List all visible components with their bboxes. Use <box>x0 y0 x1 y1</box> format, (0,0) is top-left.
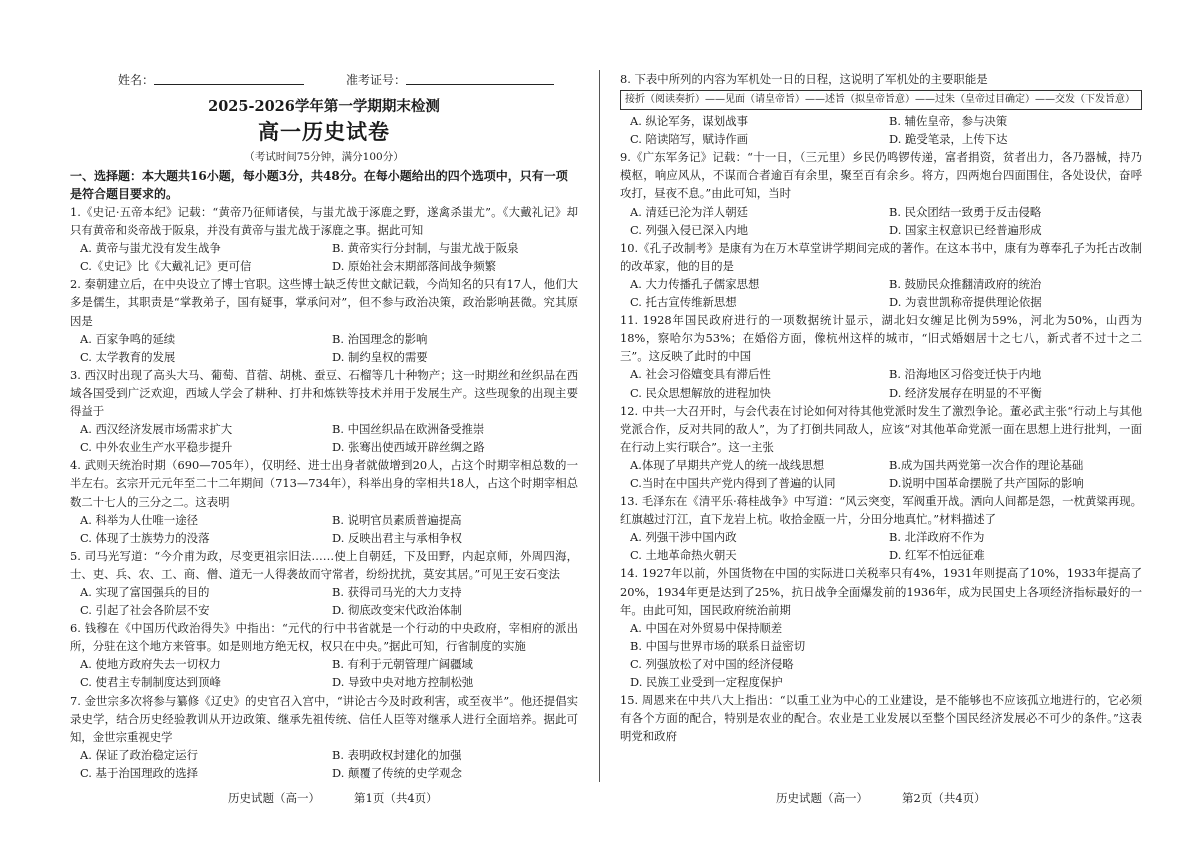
question-stem: 2. 秦朝建立后，在中央设立了博士官职。这些博士缺乏传世文献记载，今尚知名的只有17人，他们大多是儒生，其职责是“掌教弟子，国有疑事，掌承问对”，但不参与政治决策，政治影响甚微。究其原因是 <box>70 277 578 328</box>
answer-option[interactable]: C. 使君主专制制度达到顶峰 <box>80 675 221 690</box>
questions-column-left <box>70 203 578 782</box>
question <box>70 456 578 546</box>
answer-option[interactable]: B. 治国理念的影响 <box>332 331 428 346</box>
question <box>70 275 578 365</box>
options-group <box>620 456 1142 492</box>
answer-option[interactable]: A. 纵论军务，谋划战事 <box>630 114 748 129</box>
options-group <box>620 275 1142 311</box>
answer-option[interactable]: D. 国家主权意识已经普遍形成 <box>889 222 1042 237</box>
answer-option[interactable]: B. 有利于元朝管理广阔疆域 <box>332 657 473 672</box>
answer-option[interactable]: A. 百家争鸣的延续 <box>80 331 176 346</box>
answer-option[interactable]: B. 中国丝织品在欧洲备受推崇 <box>332 422 485 437</box>
questions-column-right <box>620 70 1142 745</box>
question-stem: 3. 西汉时出现了高头大马、葡萄、苜蓿、胡桃、蚕豆、石榴等几十种物产；这一时期丝和丝织品在西域各国受到广泛欢迎，西域人学会了耕种、打井和炼铁等技术并用于发展生产。这些现象的出现主要得益于 <box>70 367 578 419</box>
answer-option[interactable]: C. 民众思想解放的进程加快 <box>630 385 771 400</box>
question <box>620 402 1142 492</box>
question-stem: 12. 中共一大召开时，与会代表在讨论如何对待其他党派时发生了激烈争论。董必武主张“行动上与其他党派合作，反对共同的敌人”，为了打倒共同敌人，应该“对其他革命党派一面在思想上进行批判，一面在行动上实行联合”。这一主张 <box>620 403 1142 454</box>
answer-option[interactable]: D.说明中国革命摆脱了共产国际的影响 <box>889 475 1084 490</box>
answer-option[interactable]: A. 清廷已沦为洋人朝廷 <box>630 204 748 219</box>
candidate-info <box>118 70 578 90</box>
footer-page-number: 第2页（共4页） <box>902 791 986 805</box>
answer-option[interactable]: A. 社会习俗嬗变具有滞后性 <box>630 367 771 382</box>
paper-title: 高一历史试卷 <box>258 119 390 144</box>
footer-subject: 历史试题（高一） <box>228 791 320 805</box>
question <box>620 691 1142 745</box>
answer-option[interactable]: B.成为国共两党第一次合作的理论基础 <box>889 457 1084 472</box>
question <box>70 547 578 619</box>
answer-option[interactable]: A. 列强干涉中国内政 <box>630 530 737 545</box>
options-group <box>70 239 578 275</box>
question-stem: 9.《广东军务记》记载：“十一日，（三元里）乡民仍鸣锣传递，富者捐资，贫者出力，各乃器械，持乃模枢，响应风从，不谋而合者逾百有余里，聚至百有余乡。将方，四两炮台四面围住，各处设伏，奋呼攻打，昼夜不息。”由此可知，当时 <box>620 150 1142 201</box>
question-stem: 10.《孔子改制考》是康有为在万木草堂讲学期间完成的著作。在这本书中，康有为尊奉孔子为托古改制的改革家，他的目的是 <box>620 240 1142 273</box>
answer-option[interactable]: B. 沿海地区习俗变迁快于内地 <box>889 367 1042 382</box>
options-group <box>70 655 578 691</box>
answer-option[interactable]: A. 使地方政府失去一切权力 <box>80 657 221 672</box>
question <box>70 203 578 275</box>
answer-option[interactable]: A. 黄帝与蚩尤没有发生战争 <box>80 241 221 256</box>
answer-option[interactable]: D. 张骞出使西域开辟丝绸之路 <box>332 440 485 455</box>
question <box>620 564 1142 691</box>
question <box>70 619 578 691</box>
answer-option[interactable]: A. 保证了政治稳定运行 <box>80 747 198 762</box>
footer-page-number: 第1页（共4页） <box>354 791 438 805</box>
footer-page-1 <box>228 790 438 806</box>
answer-option[interactable]: B. 鼓励民众推翻清政府的统治 <box>889 276 1042 291</box>
answer-option[interactable]: D. 为袁世凯称帝提供理论依据 <box>889 295 1042 310</box>
answer-option[interactable]: B. 说明官员素质普遍提高 <box>332 512 462 527</box>
question-stem: 6. 钱穆在《中国历代政治得失》中指出：“元代的行中书省就是一个行动的中央政府，宰相府的派出所，分驻在这个地方来管事。如是则地方绝无权，权只在中央。”据此可知，行省制度的实施 <box>70 621 578 654</box>
answer-option[interactable]: C. 中外农业生产水平稳步提升 <box>80 440 233 455</box>
answer-option[interactable]: C.当时在中国共产党内得到了普遍的认同 <box>630 475 836 490</box>
options-group <box>620 112 1142 148</box>
options-group <box>620 528 1142 564</box>
answer-option[interactable]: A. 西汉经济发展市场需求扩大 <box>80 422 233 437</box>
answer-option[interactable]: D. 制约皇权的需要 <box>332 349 428 364</box>
question-stem: 14. 1927年以前，外国货物在中国的实际进口关税率只有4%，1931年则提高了10%，1933年提高了20%，1934年更是达到了25%，抗日战争全面爆发前的1936年，成为民国史上各项经济指标最好的一年。由此可知，国民政府统治前期 <box>620 566 1142 617</box>
options-group <box>620 365 1142 401</box>
section-heading: 一、选择题：本大题共16小题，每小题3分，共48分。在每小题给出的四个选项中，只有一项是符合题目要求的。 <box>70 169 568 201</box>
question-stem: 13. 毛泽东在《清平乐·蒋桂战争》中写道：“风云突变，军阀重开战。洒向人间都是怨，一枕黄粱再现。红旗越过汀江，直下龙岩上杭。收拾金瓯一片，分田分地真忙。”材料描述了 <box>620 494 1142 527</box>
answer-option[interactable]: D. 红军不怕远征难 <box>889 548 985 563</box>
answer-option[interactable]: D. 反映出君主与承相争权 <box>332 530 462 545</box>
answer-option[interactable]: A. 实现了富国强兵的目的 <box>80 584 210 599</box>
question <box>620 148 1142 238</box>
answer-option[interactable]: B. 表明政权封建化的加强 <box>332 747 462 762</box>
footer-subject: 历史试题（高一） <box>776 791 868 805</box>
question <box>620 492 1142 564</box>
exam-id-label: 准考证号： <box>346 73 407 87</box>
answer-option[interactable]: C.《史记》比《大戴礼记》更可信 <box>80 259 252 274</box>
exam-note: （考试时间75分钟，满分100分） <box>244 151 404 163</box>
question-stem: 4. 武则天统治时期（690—705年），仅明经、进士出身者就做增到20人，占这个时期宰相总数的一半左右。玄宗开元元年至二十二年期间（713—734年），科举出身的宰相共18人，占这个时期宰相总数二十七人的三分之二。这表明 <box>70 458 578 509</box>
options-group <box>70 511 578 547</box>
answer-option[interactable]: C. 列强放松了对中国的经济侵略 <box>630 656 794 671</box>
options-group <box>620 203 1142 239</box>
answer-option[interactable]: B. 获得司马光的大力支持 <box>332 584 462 599</box>
answer-option[interactable]: B. 民众团结一致勇于反击侵略 <box>889 204 1042 219</box>
question <box>620 311 1142 401</box>
answer-option[interactable]: B. 辅佐皇帝，参与决策 <box>889 114 1008 129</box>
options-group <box>70 583 578 619</box>
answer-option[interactable]: B. 黄帝实行分封制，与蚩尤战于阪泉 <box>332 241 519 256</box>
question-stem: 5. 司马光写道：“今介甫为政，尽变更祖宗旧法……使上自朝廷，下及田野，内起京师，外周四海，士、吏、兵、农、工、商、僧、道无一人得袭故而守常者，纷纷扰扰，莫安其居。”可见王安石变法 <box>70 548 578 581</box>
question <box>620 239 1142 311</box>
answer-option[interactable]: A.体现了早期共产党人的统一战线思想 <box>630 457 825 472</box>
answer-option[interactable]: C. 引起了社会各阶层不安 <box>80 603 210 618</box>
answer-option[interactable]: A. 科举为人仕唯一途径 <box>80 512 198 527</box>
answer-option[interactable]: C. 体现了士族势力的没落 <box>80 530 210 545</box>
options-group <box>70 330 578 366</box>
answer-option[interactable]: C. 太学教育的发展 <box>80 349 176 364</box>
page-2 <box>600 0 1200 853</box>
answer-option[interactable]: D. 导致中央对地方控制松弛 <box>332 675 474 690</box>
answer-option[interactable]: D. 颠覆了传统的史学观念 <box>332 765 462 780</box>
answer-option[interactable]: A. 中国在对外贸易中保持顺差 <box>630 620 783 635</box>
name-label: 姓名： <box>118 73 155 87</box>
name-field[interactable] <box>154 70 304 85</box>
answer-option[interactable]: D. 原始社会末期部落间战争频繁 <box>332 259 497 274</box>
question-stem: 11. 1928年国民政府进行的一项数据统计显示，湖北妇女缠足比例为59%，河北为50%，山西为18%，察哈尔为53%；在婚俗方面，像杭州这样的城市，“旧式婚姻居十之七八，新式者不过十之二三”。这反映了此时的中国 <box>620 313 1142 364</box>
answer-option[interactable]: C. 土地革命热火朝天 <box>630 548 737 563</box>
schedule-table: 接折（阅读奏折）——见面（请皇帝旨）——述旨（拟皇帝旨意）——过朱（皇帝过目确定）——交发（下发旨意） <box>620 90 1142 110</box>
answer-option[interactable]: C. 陪读陪写，赋诗作画 <box>630 132 749 147</box>
answer-option[interactable]: D. 民族工业受到一定程度保护 <box>630 675 783 689</box>
answer-option[interactable]: D. 经济发展存在明显的不平衡 <box>889 385 1042 400</box>
answer-option[interactable]: C. 列强入侵已深入内地 <box>630 222 749 237</box>
answer-option[interactable]: B. 中国与世界市场的联系日益密切 <box>630 638 806 653</box>
question-stem: 7. 金世宗多次将参与纂修《辽史》的史官召入宫中，“讲论古今及时政利害，或至夜半”。他还提倡实录史学，结合历史经验教训从开边政策、继承先祖传统、信任人臣等对继承人进行全面培养。据此可知，金世宗重视史学 <box>70 693 578 744</box>
answer-option[interactable]: B. 北洋政府不作为 <box>889 530 985 545</box>
answer-option[interactable]: C. 基于治国理政的选择 <box>80 765 199 780</box>
footer-page-2 <box>776 790 986 806</box>
answer-option[interactable]: C. 托古宣传维新思想 <box>630 295 737 310</box>
question <box>70 366 578 456</box>
question <box>70 692 578 782</box>
answer-option[interactable]: D. 跪受笔录，上传下达 <box>889 132 1008 147</box>
question-stem: 1.《史记·五帝本纪》记载：“黄帝乃征师诸侯，与蚩尤战于涿鹿之野，遂禽杀蚩尤”。《大戴礼记》却只有黄帝和炎帝战于阪泉，并没有黄帝与蚩尤战于涿鹿之事。据此可知 <box>70 205 578 238</box>
options-group <box>70 420 578 456</box>
options-group <box>70 746 578 782</box>
options-group <box>620 619 1142 691</box>
term-title: 2025-2026学年第一学期期末检测 <box>208 98 440 115</box>
exam-id-field[interactable] <box>406 70 554 85</box>
answer-option[interactable]: D. 彻底改变宋代政治体制 <box>332 603 462 618</box>
question-stem: 8. 下表中所列的内容为军机处一日的日程，这说明了军机处的主要职能是 <box>620 72 988 86</box>
answer-option[interactable]: A. 大力传播孔子儒家思想 <box>630 276 760 291</box>
question-stem: 15. 周恩来在中共八大上指出：“以重工业为中心的工业建设，是不能够也不应该孤立地进行的，它必须有各个方面的配合，特别是农业的配合。农业是工业发展以至整个国民经济发展必不可少的条件。”这表明党和政府 <box>620 693 1142 744</box>
question <box>620 70 1142 148</box>
